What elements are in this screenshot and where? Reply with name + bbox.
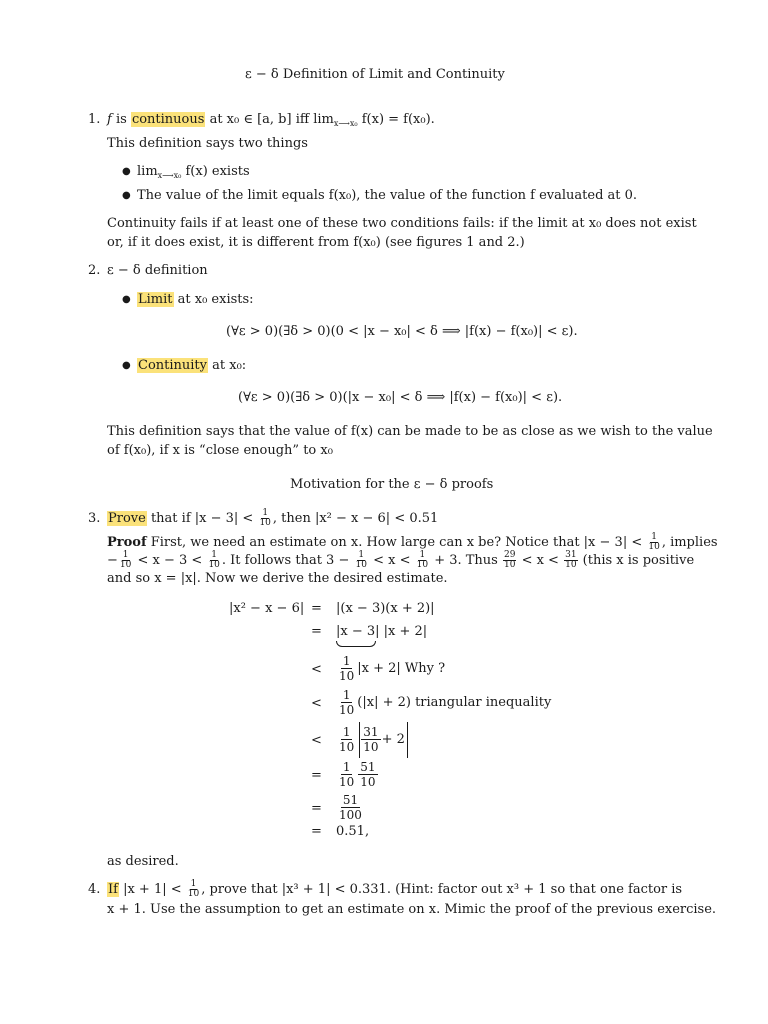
highlight-prove: Prove <box>108 511 146 526</box>
limit-rest: at x₀ exists: <box>173 292 254 307</box>
bullet-icon: ● <box>122 190 131 201</box>
abs-bar-left <box>359 722 360 758</box>
highlight-if: If <box>108 882 118 897</box>
fraction-one-tenth: $\frac{1}{10}$ <box>355 550 367 570</box>
proof-line-2-part: . It follows that 3 − <box>221 553 354 568</box>
equation-lhs: |x² − x − 6| <box>229 601 305 616</box>
item-4-part-a: |x + 1| < <box>118 882 186 897</box>
equation-row-7 <box>336 791 365 825</box>
bullet-icon: ● <box>122 166 131 177</box>
bullet-1-rest: f(x) exists <box>181 164 250 179</box>
item-2-para-line-2: of f(x₀), if x is “close enough” to x₀ <box>107 443 333 458</box>
item-1-bullet-1 <box>137 164 250 184</box>
equation-sign-less: < <box>311 662 322 677</box>
proof-line-1-end: , implies <box>661 535 718 550</box>
item-2-bullet-limit <box>137 292 254 308</box>
continuity-formula: (∀ε > 0)(∃δ > 0)(|x − x₀| < δ ⟹ |f(x) − f(x₀)| < ε). <box>238 390 563 405</box>
motivation-heading: Motivation for the ε − δ proofs <box>290 477 494 492</box>
proof-line-2-part: (this x is positive <box>578 553 695 568</box>
item-4-line-2: x + 1. Use the assumption to get an estimate on x. Mimic the proof of the previous exercise. <box>107 902 717 917</box>
fraction-51-tenths: $\frac{51}{10}$ <box>360 760 376 789</box>
item-1-intro: This definition says two things <box>107 136 308 151</box>
item-1-para-line-2: or, if it does exist, it is different from f(x₀) (see figures 1 and 2.) <box>107 235 525 250</box>
equation-row-6 <box>336 758 379 792</box>
fraction-one-tenth: $\frac{1}{10}$ <box>339 725 355 754</box>
item-2-number: 2. <box>88 263 101 278</box>
proof-label: Proof <box>107 535 147 550</box>
proof-line-2 <box>107 551 694 571</box>
proof-line-2-part: < x < <box>517 553 564 568</box>
fraction-one-tenth: $\frac{1}{10}$ <box>208 550 220 570</box>
plus-two: + 2 <box>381 732 405 747</box>
proof-line-1 <box>107 533 718 553</box>
equation-sign-equals: = <box>311 801 322 816</box>
statement-end: f(x) = f(x₀). <box>357 112 435 127</box>
item-4-number: 4. <box>88 882 101 897</box>
equation-sign-equals: = <box>311 768 322 783</box>
item-1-number: 1. <box>88 112 101 127</box>
fraction-31-tenths: $\frac{31}{10}$ <box>363 725 379 754</box>
stmt-part-b: , then |x² − x − 6| < 0.51 <box>272 511 439 526</box>
fraction-one-tenth: $\frac{1}{10}$ <box>339 688 355 717</box>
equation-row-5 <box>336 720 408 760</box>
lim-word: lim <box>137 164 158 179</box>
fraction-29-tenths: $\frac{29}{10}$ <box>503 550 516 570</box>
item-4-part-b: , prove that |x³ + 1| < 0.331. (Hint: factor out x³ + 1 so that one factor is <box>201 882 683 897</box>
equation-sign-less: < <box>311 696 322 711</box>
underbrace <box>336 641 376 647</box>
equation-sign-equals: = <box>311 601 322 616</box>
equation-sign-equals: = <box>311 624 322 639</box>
equation-row-1: |(x − 3)(x + 2)| <box>336 601 435 616</box>
page-title: ε − δ Definition of Limit and Continuity <box>245 67 505 82</box>
abs-x-minus-3: |x − 3| <box>336 624 380 639</box>
fraction-51-hundredths: $\frac{51}{100}$ <box>339 793 362 822</box>
abs-x-plus-2: |x + 2| <box>379 624 428 639</box>
item-2-heading: ε − δ definition <box>107 263 208 278</box>
item-2-para-line-1: This definition says that the value of f(x) can be made to be as close as we wish to the value <box>107 424 713 439</box>
fraction-one-tenth: $\frac{1}{10}$ <box>416 550 429 570</box>
row-4-text: (|x| + 2) triangular inequality <box>357 695 552 710</box>
highlight-limit: Limit <box>138 292 173 307</box>
fraction-one-tenth: $\frac{1}{10}$ <box>187 879 200 899</box>
equation-row-8: 0.51, <box>336 824 370 839</box>
fraction-one-tenth: $\frac{1}{10}$ <box>339 654 355 683</box>
proof-line-2-part: < x < <box>368 553 415 568</box>
item-3-statement <box>107 509 438 529</box>
limit-formula: (∀ε > 0)(∃δ > 0)(0 < |x − x₀| < δ ⟹ |f(x) − f(x₀)| < ε). <box>226 324 578 339</box>
equation-row-2 <box>336 624 427 640</box>
proof-line-2-part: < x − 3 < <box>133 553 207 568</box>
bullet-icon: ● <box>122 360 131 371</box>
lim-subscript: x⟶x₀ <box>157 171 182 180</box>
statement-mid: at x₀ ∈ [a, b] iff lim <box>209 112 334 127</box>
abs-bar-right <box>407 722 408 758</box>
highlight-continuity: Continuity <box>138 358 207 373</box>
item-3-number: 3. <box>88 511 101 526</box>
bullet-icon: ● <box>122 294 131 305</box>
fraction-31-tenths: $\frac{31}{10}$ <box>565 550 577 570</box>
item-4-line-1 <box>107 880 682 900</box>
row-3-text: |x + 2| Why ? <box>357 661 446 676</box>
stmt-part-a: that if |x − 3| < <box>146 511 258 526</box>
item-1-para-line-1: Continuity fails if at least one of these two conditions fails: if the limit at x₀ does not exist <box>107 216 697 231</box>
highlight-continuous: continuous <box>131 112 205 127</box>
item-1-statement <box>107 112 435 132</box>
equation-row-3 <box>336 652 445 686</box>
lim-subscript: x⟶x₀ <box>333 119 358 128</box>
equation-sign-less: < <box>311 733 322 748</box>
item-2-bullet-continuity <box>137 358 246 374</box>
proof-line-2-part: + 3. Thus <box>430 553 502 568</box>
equation-sign-equals: = <box>311 824 322 839</box>
minus-sign: − <box>107 553 118 568</box>
as-desired: as desired. <box>107 854 179 869</box>
f-symbol: f <box>107 112 112 127</box>
fraction-one-tenth: $\frac{1}{10}$ <box>648 532 660 552</box>
item-1-bullet-2: The value of the limit equals f(x₀), the value of the function f evaluated at 0. <box>137 188 638 203</box>
fraction-one-tenth: $\frac{1}{10}$ <box>339 760 355 789</box>
proof-line-1-text: First, we need an estimate on x. How large can x be? Notice that |x − 3| < <box>146 535 647 550</box>
is-word: is <box>115 112 127 127</box>
fraction-one-tenth: $\frac{1}{10}$ <box>119 550 132 570</box>
proof-line-3: and so x = |x|. Now we derive the desired estimate. <box>107 571 448 586</box>
fraction-one-tenth: $\frac{1}{10}$ <box>259 508 271 528</box>
continuity-rest: at x₀: <box>208 358 247 373</box>
equation-row-4 <box>336 686 551 720</box>
